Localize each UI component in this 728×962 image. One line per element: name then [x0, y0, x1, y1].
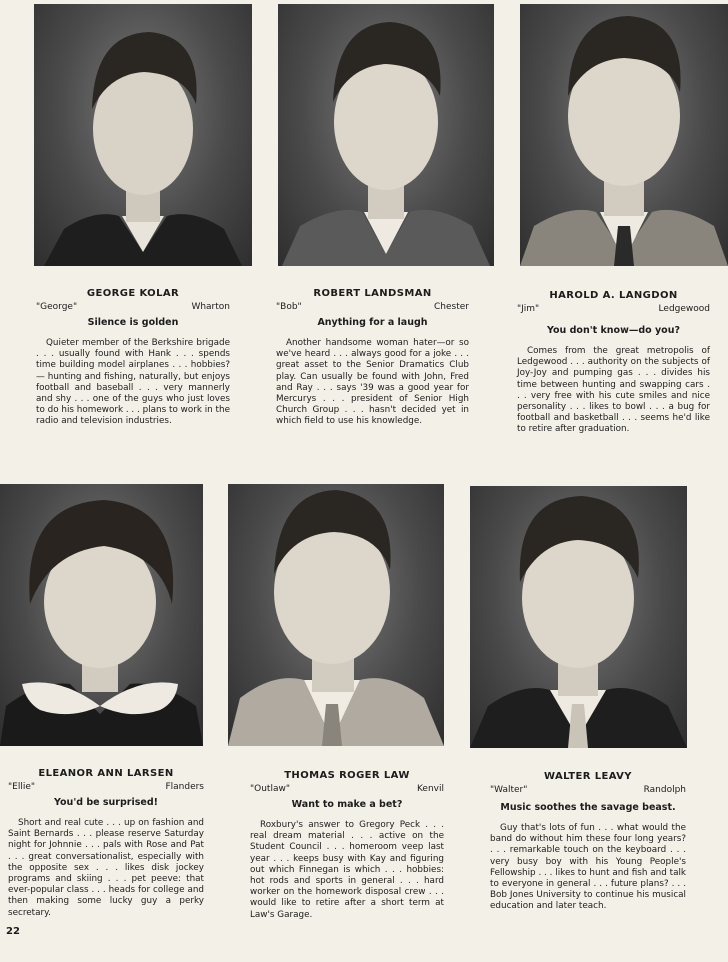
student-bio: Comes from the great metropolis of Ledgewood . . . authority on the subjects of Joy-Joy and pumping gas . . . divides his time between hunting and swapping cars . . . very free with his cute smiles and nice personality . . . likes to bowl . . . a bug for football and basketball . . . seems he'd like to retire after graduation.	[517, 346, 710, 435]
student-bio: Quieter member of the Berkshire brigade . . . usually found with Hank . . . spends time building model airplanes . . . hobbies? — hunting and fishing, naturally, but enjoys football and baseball . . . very mannerly and shy . . . one of the guys who just loves to do his homework . . . plans to work in the radio and television industries.	[36, 338, 230, 427]
page-number: 22	[6, 926, 20, 937]
student-bio: Short and real cute . . . up on fashion and Saint Bernards . . . please reserve Saturday night for Johnnie . . . pals with Rose and Pat . . . great conversationalist, especially with the opposite sex . . . likes disk jockey programs and skiing . . . pet peeve: that ever-popular class . . . heads for college and then making some lucky guy a perky secretary.	[8, 818, 204, 918]
photo-harold-langdon	[520, 4, 728, 266]
photo-thomas-law	[228, 484, 444, 746]
student-motto: Music soothes the savage beast.	[500, 802, 676, 813]
student-nickname: "Walter"	[490, 785, 528, 795]
student-motto: You'd be surprised!	[54, 797, 158, 808]
entry-george-kolar	[36, 288, 230, 428]
portrait-photo-male-icon	[228, 484, 444, 746]
student-nickname: "Ellie"	[8, 782, 36, 792]
student-name: GEORGE KOLAR	[86, 288, 180, 299]
portrait-photo-male-icon	[278, 4, 494, 266]
student-nickname: "George"	[36, 302, 78, 312]
portrait-photo-male-icon	[34, 4, 252, 266]
student-name: THOMAS ROGER LAW	[284, 770, 410, 781]
student-town: Kenvil	[416, 784, 444, 794]
student-bio: Guy that's lots of fun . . . what would the band do without him these four long years? . . . remarkable touch on the keyboard . . . very busy boy with his Young People's Fellowship . . . likes to hunt and fish and talk to everyone in general . . . future plans? . . . Bob Jones University to continue his musical education and later teach.	[490, 823, 686, 912]
portrait-photo-male-icon	[520, 4, 728, 266]
student-town: Flanders	[165, 782, 204, 792]
student-nickname: "Bob"	[276, 302, 302, 312]
photo-george-kolar	[34, 4, 252, 266]
student-town: Chester	[434, 302, 469, 312]
photo-walter-leavy	[470, 486, 687, 748]
student-bio: Roxbury's answer to Gregory Peck . . . real dream material . . . active on the Student Council . . . homeroom veep last year . . . keeps busy with Kay and figuring out which Finnegan is which . . . hobbies: hot rods and sports in general . . . hard worker on the homework disposal crew . . . would like to retire after a short term at Law's Garage.	[250, 820, 444, 920]
student-nickname: "Jim"	[517, 304, 540, 314]
entry-eleanor-larsen	[8, 768, 204, 919]
student-motto: Silence is golden	[87, 317, 179, 328]
student-town: Randolph	[643, 785, 686, 795]
student-town: Wharton	[191, 302, 230, 312]
entry-thomas-law	[250, 770, 444, 921]
student-motto: Want to make a bet?	[291, 799, 403, 810]
student-town: Ledgewood	[658, 304, 710, 314]
student-nickname: "Outlaw"	[250, 784, 290, 794]
portrait-photo-female-icon	[0, 484, 203, 746]
student-name: ROBERT LANDSMAN	[313, 288, 432, 299]
portrait-photo-male-icon	[470, 486, 687, 748]
photo-eleanor-larsen	[0, 484, 203, 746]
entry-robert-landsman	[276, 288, 469, 428]
student-motto: Anything for a laugh	[317, 317, 428, 328]
student-name: ELEANOR ANN LARSEN	[38, 768, 174, 779]
entry-harold-langdon	[517, 290, 710, 436]
student-name: WALTER LEAVY	[544, 771, 632, 782]
entry-walter-leavy	[490, 771, 686, 913]
student-motto: You don't know—do you?	[547, 325, 680, 336]
student-bio: Another handsome woman hater—or so we've heard . . . always good for a joke . . . great asset to the Senior Dramatics Club play. Can usually be found with John, Fred and Ray . . . says '39 was a good year for Mercurys . . . president of Senior High Church Group . . . hasn't decided yet in which field to use his knowledge.	[276, 338, 469, 427]
photo-robert-landsman	[278, 4, 494, 266]
student-name: HAROLD A. LANGDON	[549, 290, 678, 301]
